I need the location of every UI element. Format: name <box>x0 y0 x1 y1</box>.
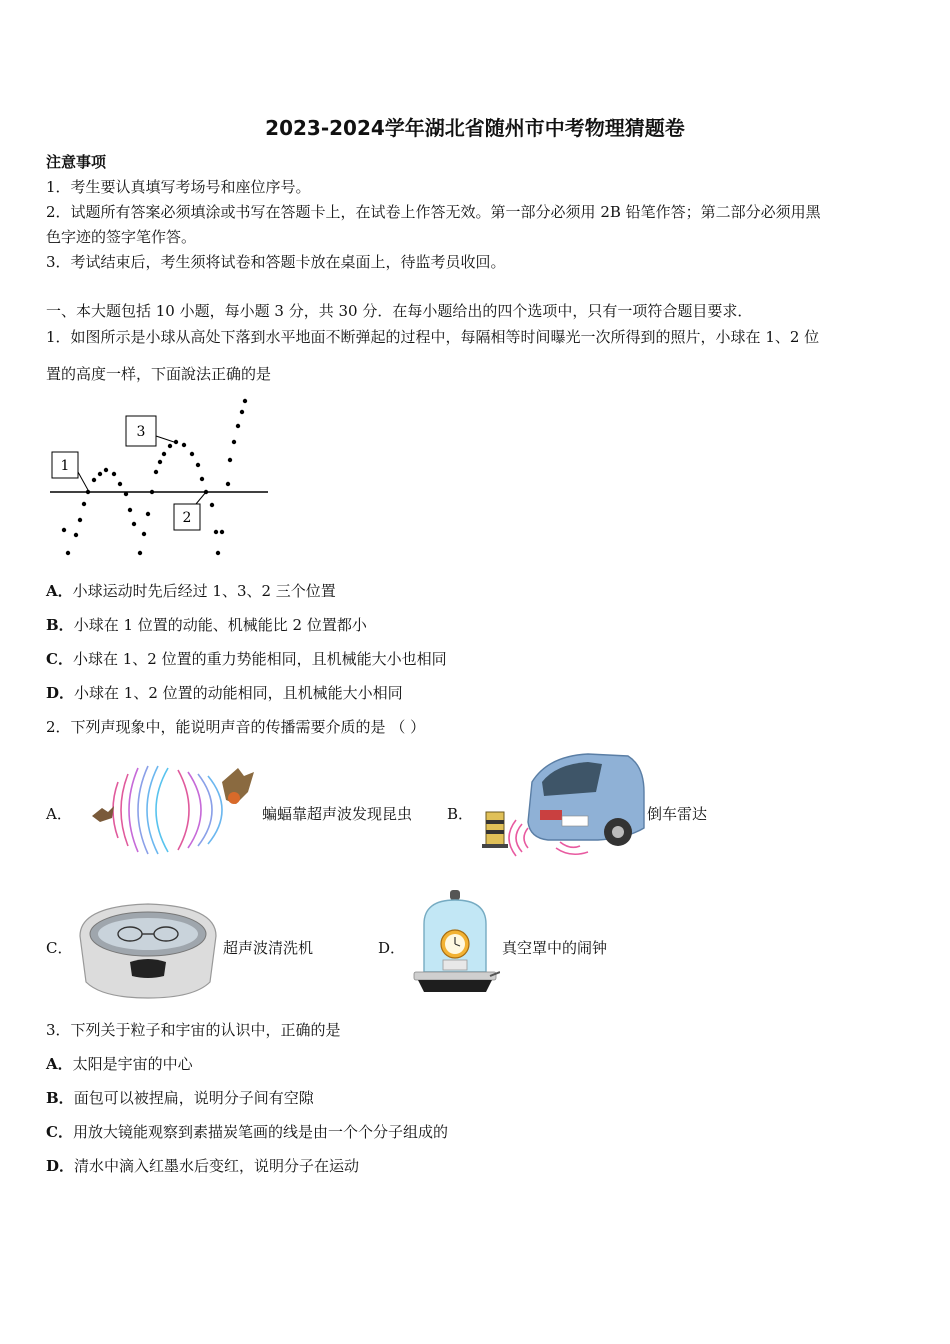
bat-ultrasound-image <box>88 762 260 858</box>
car-reversing-radar-image <box>478 752 646 862</box>
option-a: A．太阳是宇宙的中心 <box>46 1055 193 1073</box>
obstacle-cone-icon <box>482 812 508 848</box>
option-b-text: 倒车雷达 <box>647 805 708 823</box>
option-c: C．用放大镜能观察到素描炭笔画的线是由一个个分子组成的 <box>46 1123 448 1141</box>
page-title: 2023-2024学年湖北省随州市中考物理猜题卷 <box>265 116 685 140</box>
clock-stand-icon <box>443 960 467 970</box>
option-b: B．小球在 1 位置的动能、机械能比 2 位置都小 <box>46 616 367 634</box>
notice-heading: 注意事项 <box>46 153 107 171</box>
notice-item: 3．考试结束后，考生须将试卷和答题卡放在桌面上，待监考员收回。 <box>46 253 506 271</box>
question-stem: 2．下列声现象中，能说明声音的传播需要介质的是 （ ） <box>46 718 426 736</box>
option-a: A．小球运动时先后经过 1、3、2 三个位置 <box>46 582 336 600</box>
option-c-letter: C． <box>46 939 73 957</box>
svg-text:2: 2 <box>182 510 192 526</box>
license-plate-icon <box>562 816 588 826</box>
option-c-text: 超声波清洗机 <box>223 939 314 957</box>
vacuum-bell-jar-image <box>410 888 500 996</box>
control-button-icon <box>130 959 166 978</box>
option-b: B．面包可以被捏扁，说明分子间有空隙 <box>46 1089 314 1107</box>
option-b-letter: B． <box>447 805 474 823</box>
label-1-callout <box>52 452 88 490</box>
question-stem: 置的高度一样，下面說法正确的是 <box>46 365 272 383</box>
ultrasonic-cleaner-image <box>74 896 222 1000</box>
notice-item: 1．考生要认真填写考场号和座位序号。 <box>46 178 311 196</box>
label-3-callout <box>126 416 174 446</box>
tail-light-icon <box>540 810 562 820</box>
option-d: D．清水中滴入红墨水后变红，说明分子在运动 <box>46 1157 360 1175</box>
jar-base-plate-icon <box>414 972 496 980</box>
svg-text:3: 3 <box>136 424 146 440</box>
option-c: C．小球在 1、2 位置的重力势能相同，且机械能大小也相同 <box>46 650 447 668</box>
option-d: D．小球在 1、2 位置的动能相同，且机械能大小相同 <box>46 684 403 702</box>
jar-base-icon <box>418 980 492 992</box>
jar-knob-icon <box>450 890 460 900</box>
insect-body-icon <box>228 792 240 804</box>
option-d-letter: D． <box>378 939 406 957</box>
wheel-hub-icon <box>612 826 624 838</box>
notice-item: 色字迹的签字笔作答。 <box>46 228 197 246</box>
svg-text:1: 1 <box>60 458 70 474</box>
option-d-text: 真空罩中的闹钟 <box>502 939 608 957</box>
sound-wave-arcs <box>113 766 222 854</box>
bouncing-ball-figure <box>46 392 271 560</box>
label-2-callout <box>174 492 206 530</box>
question-stem: 3．下列关于粒子和宇宙的认识中，正确的是 <box>46 1021 341 1039</box>
option-a-letter: A． <box>46 805 72 823</box>
question-stem: 1．如图所示是小球从高处下落到水平地面不断弹起的过程中，每隔相等时间曝光一次所得到的照片，小球在 1、2 位 <box>46 328 820 346</box>
notice-item: 2．试题所有答案必须填涂或书写在答题卡上，在试卷上作答无效。第一部分必须用 2B 铅笔作答；第二部分必须用黑 <box>46 203 821 221</box>
bat-icon <box>92 806 114 822</box>
option-a-text: 蝙蝠靠超声波发现昆虫 <box>262 805 413 823</box>
section-heading: 一、本大题包括 10 小题，每小题 3 分，共 30 分．在每小题给出的四个选项中，只有一项符合题目要求． <box>46 302 753 320</box>
